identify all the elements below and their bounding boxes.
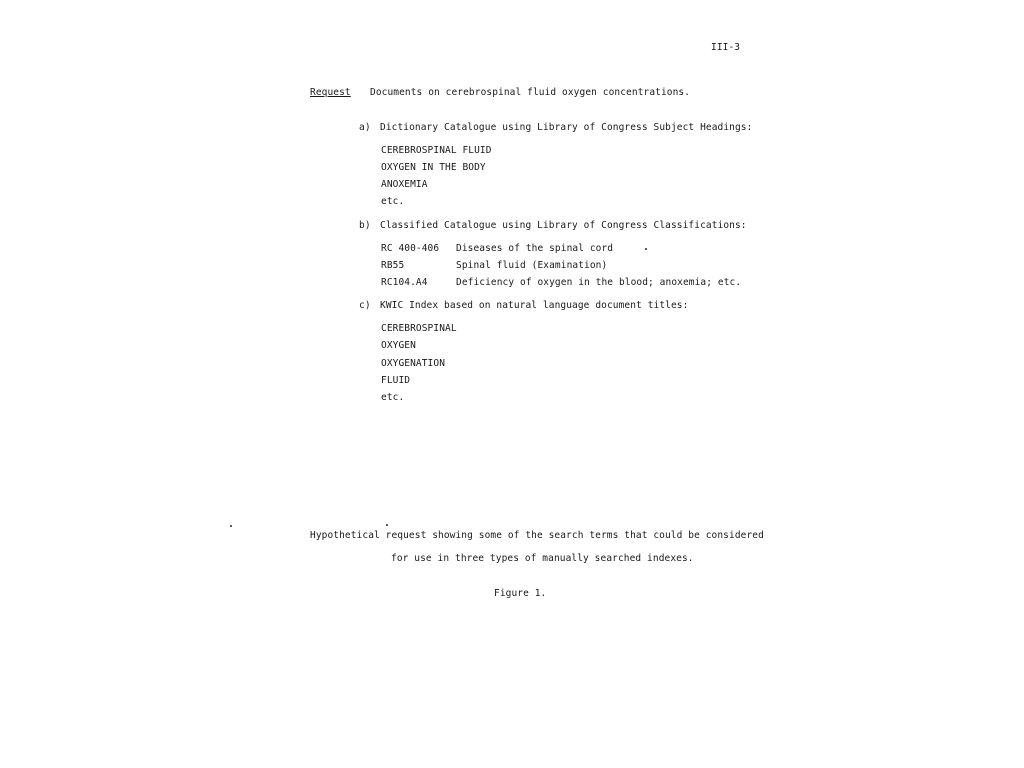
section-a-marker: a): [359, 122, 371, 133]
classification-desc: Spinal fluid (Examination): [456, 260, 608, 271]
section-c-item: CEREBROSPINAL: [381, 323, 457, 334]
page-number: III-3: [711, 42, 741, 53]
classification-code: RC104.A4: [381, 277, 428, 288]
section-a-item: etc.: [381, 196, 405, 207]
section-a-item: CEREBROSPINAL FLUID: [381, 145, 492, 156]
section-a-item: OXYGEN IN THE BODY: [381, 162, 486, 173]
figure-label: Figure 1.: [494, 588, 547, 599]
section-c-marker: c): [359, 300, 371, 311]
figure-caption-line-2: for use in three types of manually searched indexes.: [391, 553, 694, 564]
scan-speck: [645, 248, 647, 250]
section-a-heading: Dictionary Catalogue using Library of Congress Subject Headings:: [380, 122, 753, 133]
section-a-item: ANOXEMIA: [381, 179, 428, 190]
scan-speck: [230, 525, 232, 527]
classification-desc: Deficiency of oxygen in the blood; anoxemia; etc.: [456, 277, 742, 288]
section-c-item: OXYGEN: [381, 340, 416, 351]
classification-code: RB55: [381, 260, 405, 271]
request-label: Request: [310, 87, 351, 98]
section-c-item: FLUID: [381, 375, 411, 386]
request-text: Documents on cerebrospinal fluid oxygen concentrations.: [370, 87, 691, 98]
section-b-heading: Classified Catalogue using Library of Congress Classifications:: [380, 220, 747, 231]
scan-speck: [386, 524, 388, 526]
classification-desc: Diseases of the spinal cord: [456, 243, 614, 254]
figure-caption-line-1: Hypothetical request showing some of the search terms that could be considered: [310, 530, 764, 541]
section-c-item: etc.: [381, 392, 405, 403]
section-c-item: OXYGENATION: [381, 358, 446, 369]
section-b-marker: b): [359, 220, 371, 231]
section-c-heading: KWIC Index based on natural language document titles:: [380, 300, 689, 311]
classification-code: RC 400-406: [381, 243, 440, 254]
